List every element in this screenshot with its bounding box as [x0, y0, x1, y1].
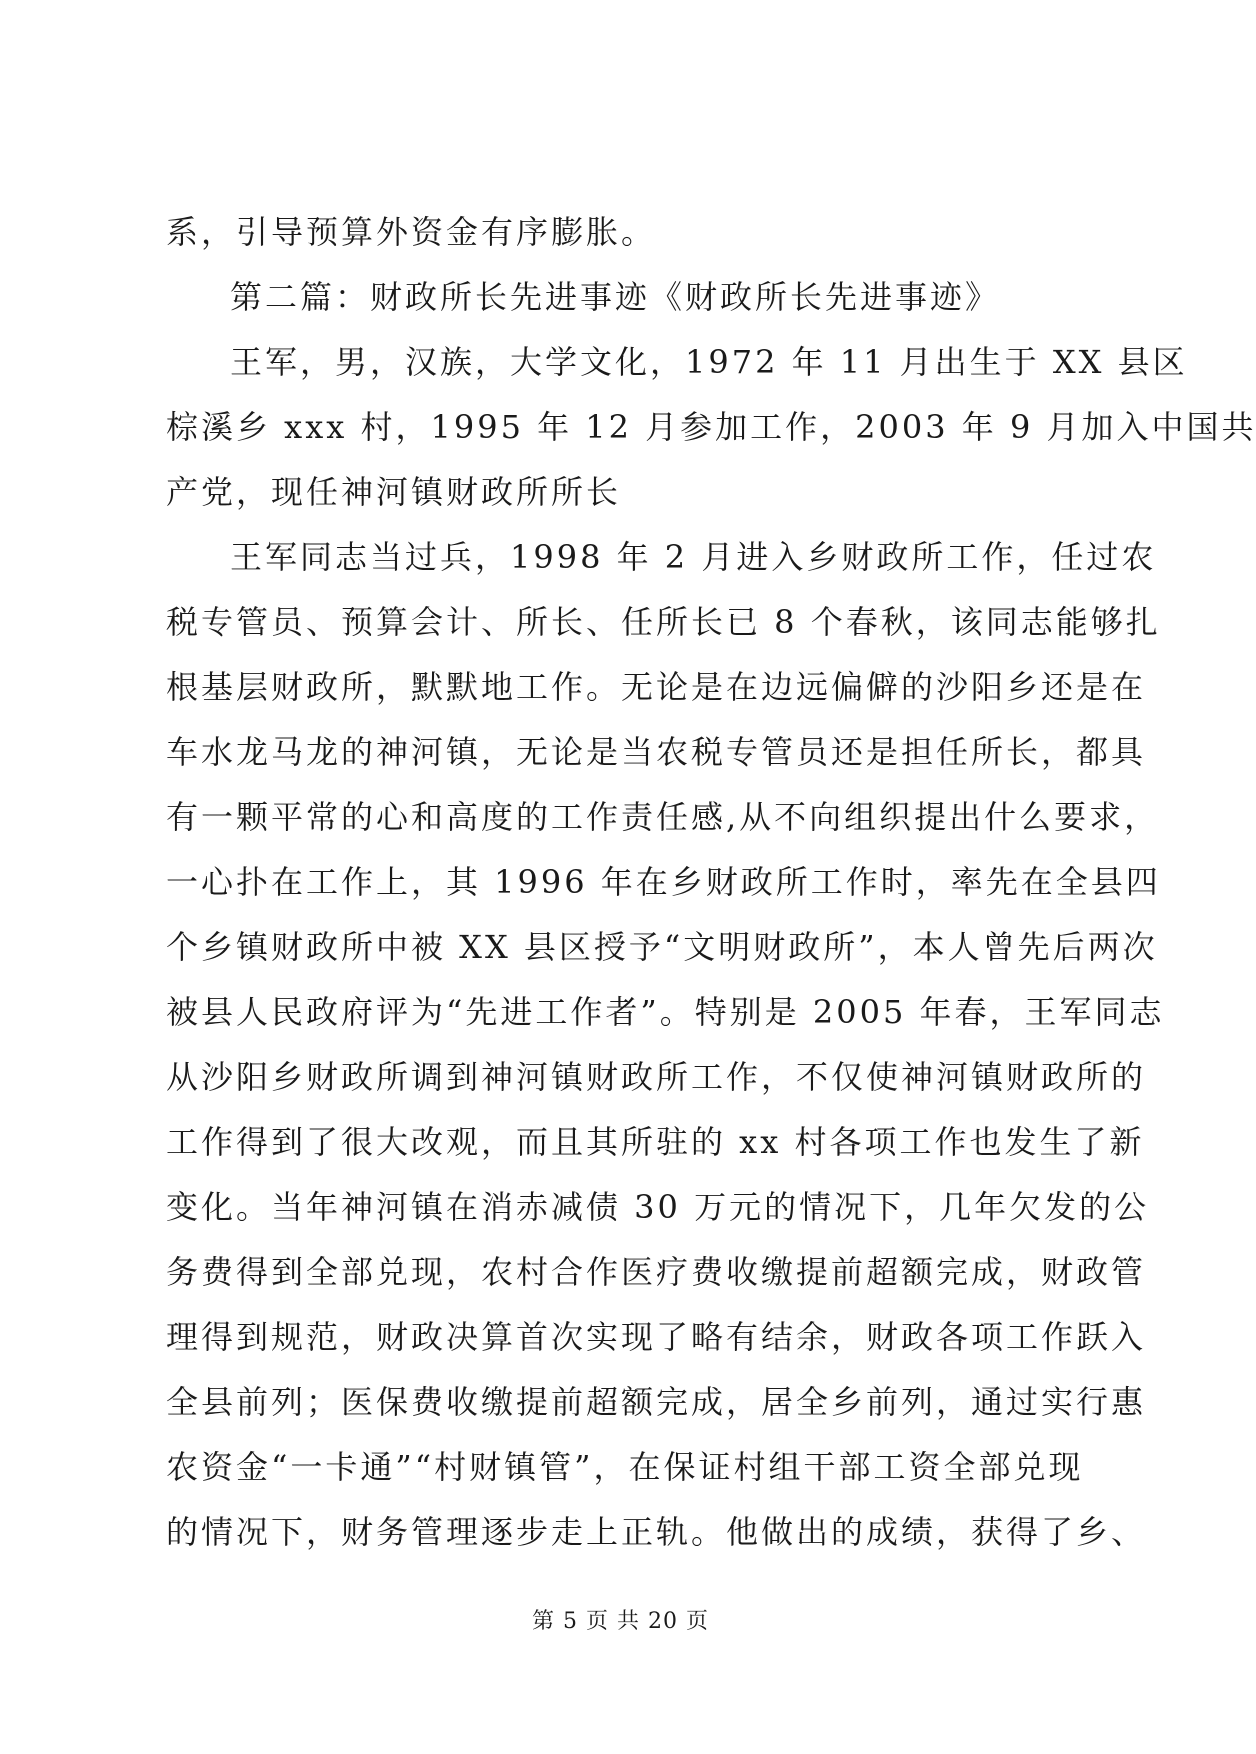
text-line: 全县前列；医保费收缴提前超额完成，居全乡前列，通过实行惠 — [166, 1383, 1147, 1421]
text-line: 产党，现任神河镇财政所所长 — [166, 473, 622, 511]
page-number: 第 5 页 共 20 页 — [532, 1609, 709, 1634]
text-line: 一心扑在工作上，其 1996 年在乡财政所工作时，率先在全县四 — [166, 863, 1161, 901]
text-line: 王军，男，汉族，大学文化，1972 年 11 月出生于 XX 县区 — [230, 343, 1188, 381]
text-line: 棕溪乡 xxx 村，1995 年 12 月参加工作，2003 年 9 月加入中国共 — [166, 408, 1256, 446]
text-line: 王军同志当过兵，1998 年 2 月进入乡财政所工作，任过农 — [230, 538, 1157, 576]
text-line: 税专管员、预算会计、所长、任所长已 8 个春秋，该同志能够扎 — [166, 603, 1161, 641]
text-line: 变化。当年神河镇在消赤减债 30 万元的情况下，几年欠发的公 — [166, 1188, 1150, 1226]
text-line: 从沙阳乡财政所调到神河镇财政所工作，不仅使神河镇财政所的 — [166, 1058, 1147, 1096]
text-line: 理得到规范，财政决算首次实现了略有结余，财政各项工作跃入 — [166, 1318, 1147, 1356]
text-line: 有一颗平常的心和高度的工作责任感,从不向组织提出什么要求， — [166, 798, 1160, 836]
text-line: 农资金“一卡通”“村财镇管”，在保证村组干部工资全部兑现 — [166, 1448, 1084, 1486]
text-line: 的情况下，财务管理逐步走上正轨。他做出的成绩，获得了乡、 — [166, 1513, 1147, 1551]
text-line: 根基层财政所，默默地工作。无论是在边远偏僻的沙阳乡还是在 — [166, 668, 1147, 706]
section-heading: 第二篇：财政所长先进事迹《财政所长先进事迹》 — [230, 278, 1001, 316]
text-line: 个乡镇财政所中被 XX 县区授予“文明财政所”，本人曾先后两次 — [166, 928, 1158, 966]
text-line: 车水龙马龙的神河镇，无论是当农税专管员还是担任所长，都具 — [166, 733, 1147, 771]
text-line: 务费得到全部兑现，农村合作医疗费收缴提前超额完成，财政管 — [166, 1253, 1147, 1291]
text-line: 系，引导预算外资金有序膨胀。 — [166, 213, 657, 251]
text-line: 被县人民政府评为“先进工作者”。特别是 2005 年春，王军同志 — [166, 993, 1165, 1031]
text-line: 工作得到了很大改观，而且其所驻的 xx 村各项工作也发生了新 — [166, 1123, 1145, 1161]
